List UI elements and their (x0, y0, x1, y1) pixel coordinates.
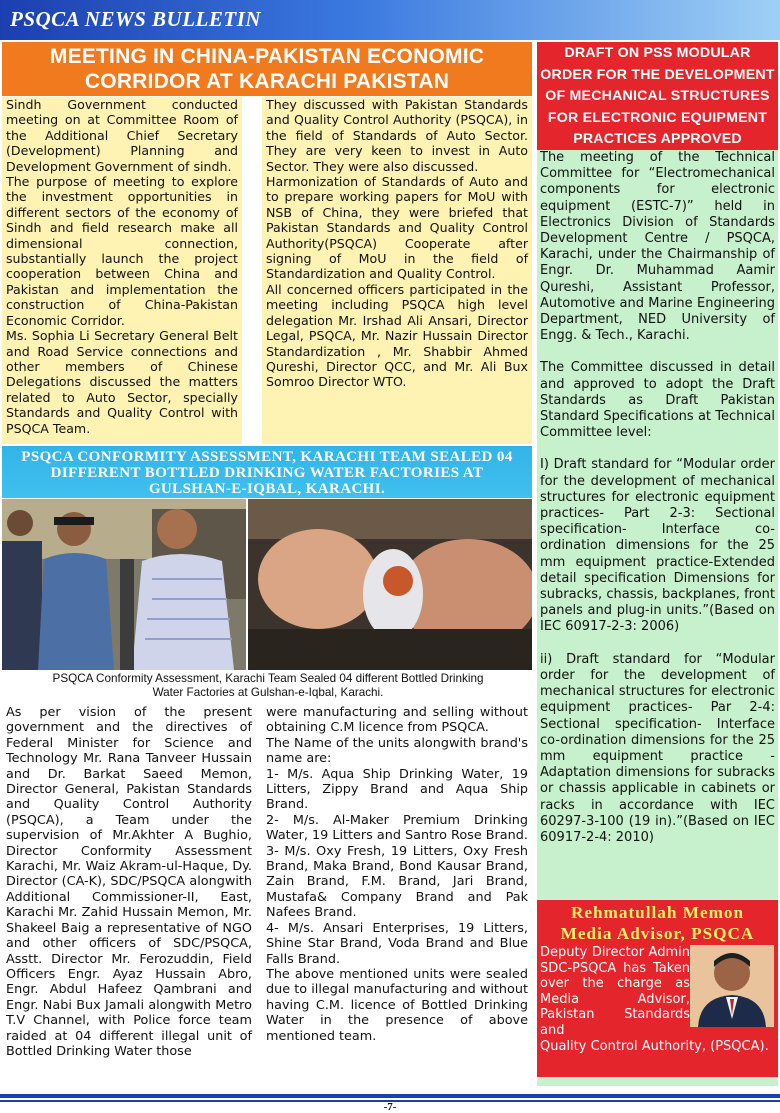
caption-line-1: PSQCA Conformity Assessment, Karachi Team Sealed 04 different Bottled Drinking (52, 672, 484, 685)
page-number: -7- (383, 1101, 397, 1113)
sealed-valve-illustration (248, 499, 532, 670)
second-headline: PSQCA CONFORMITY ASSESSMENT, KARACHI TEAM SEALED 04 DIFFERENT BOTTLED DRINKING WATER FACTORIES AT GULSHAN-E-IQBAL, KARACHI. (2, 446, 532, 498)
bulletin-title: PSQCA NEWS BULLETIN (10, 7, 262, 31)
list-item: ii) Draft standard for “Modular order for the development of mechanical structures for electronic equipment practices- Par 2-4: Sectional specification- Interface co-ordination dimensions for the 25 mm equipment practice - Adaptation dimensions for subracks or chassis applicable in cabinets or racks in accordance with IEC 60297-3-100 (19 in).”(Based on IEC 60917-2-4: 2010) (540, 651, 775, 845)
paragraph: As per vision of the present government and the directives of Federal Minister for Science and Technology Mr. Rana Tanveer Hussain and Dr. Barkat Saeed Memon, Director General, Pakistan Standards and Quality Control Authority (PSQCA), a Team under the supervision of Mr.Akhter A Bughio, Director Conformity Assessment Karachi, Mr. Waiz Akram-ul-Haque, Dy. Director (CA-K), SDC/PSQCA alongwith Additional Commissioner-II, East, Karachi Mr. Zahid Hussain Memon, Mr. Shakeel Baig a representative of NGO and other officers of SDC/PSQCA, Asstt. Director Mr. Ferozuddin, Field Officers Engr. Ayaz Hussain Abro, Engr. Abdul Hafeez Qambrani and Engr. Nabi Bux Jamali alongwith Metro T.V Channel, with Police force team raided at 04 different illegal unit of Bottled Drinking Water those (6, 705, 252, 1059)
list-item: 1- M/s. Aqua Ship Drinking Water, 19 Litters, Zippy Brand and Aqua Ship Brand. (266, 766, 528, 813)
paragraph: Ms. Sophia Li Secretary General Belt and Road Service connections and other members of Chinese Delegations discussed the matters related to Auto Sector, specially Standards and Quality Control with PSQCA Team. (6, 328, 238, 436)
media-advisor-title (537, 902, 778, 944)
main-story-column-1 (2, 97, 242, 444)
list-item: 3- M/s. Oxy Fresh, 19 Litters, Oxy Fresh Brand, Maka Brand, Bond Kausar Brand, Zain Brand, F.M. Brand, Jari Brand, Mustafa& Company Brand and Pak Nafees Brand. (266, 843, 528, 921)
media-text-narrow: Deputy Director Admin SDC-PSQCA has Taken over the charge as Media Advisor, Pakistan Standards and (540, 945, 690, 1038)
second-story-column-1 (2, 705, 256, 1089)
sealed-valve-photo (248, 499, 532, 670)
main-headline-line1: MEETING IN CHINA-PAKISTAN ECONOMIC (49, 45, 485, 68)
paragraph: The above mentioned units were sealed due to illegal manufacturing and without having C.M. licence of Bottled Drinking Water in the presence of above mentioned team. (266, 966, 528, 1044)
paragraph: Harmonization of Standards of Auto and to prepare working papers for MoU with NSB of China, they were briefed that Pakistan Standards and Quality Control Authority(PSQCA) Cooperate after signing of MoU in the field of Standardization and Quality Control. (266, 174, 528, 282)
photo-caption (0, 672, 536, 700)
main-story-column-2 (262, 97, 532, 444)
officials-illustration (2, 499, 246, 670)
list-item: 2- M/s. Al-Maker Premium Drinking Water, 19 Litters and Santro Rose Brand. (266, 812, 528, 844)
caption-line-2: Water Factories at Gulshan-e-Iqbal, Karachi. (152, 686, 384, 699)
paragraph: Sindh Government conducted meeting on at Committee Room of the Additional Chief Secretary (Development) Planning and Development Government of sindh. (6, 97, 238, 174)
footer-rule (0, 1094, 780, 1098)
advisor-portrait-illustration (690, 945, 774, 1027)
second-story-column-2 (262, 705, 532, 1089)
paragraph: The Name of the units alongwith brand's name are: (266, 735, 528, 767)
advisor-portrait (690, 945, 774, 1027)
paragraph: The meeting of the Technical Committee for “Electromechanical components for electronic equipment (ESTC-7)” held in Electronics Division of Standards Development Centre / PSQCA, Karachi, under the Chairmanship of Engr. Dr. Muhammad Aamir Qureshi, Assistant Professor, Automotive and Marine Engineering Department, NED University of Engg. & Tech., Karachi. (540, 150, 775, 344)
media-text-full: Quality Control Authority, (PSQCA). (540, 1038, 769, 1054)
officials-photo (2, 499, 246, 670)
paragraph: All concerned officers participated in the meeting including PSQCA high level delegation Mr. Irshad Ali Ansari, Director Legal, PSQCA, Mr. Nazir Hussain Director Standardization , Mr. Shabbir Ahmed Qureshi, Director QCC, and Mr. Ali Bux Somroo Director WTO. (266, 281, 528, 390)
media-title-line2: Media Advisor, PSQCA (560, 924, 755, 943)
main-headline-line2: CORRIDOR AT KARACHI PAKISTAN (84, 70, 450, 93)
media-title-line1: Rehmatullah Memon (570, 903, 745, 922)
list-item: 4- M/s. Ansari Enterprises, 19 Litters, Shine Star Brand, Voda Brand and Blue Falls Brand. (266, 920, 528, 967)
paragraph: The Committee discussed in detail and approved to adopt the Draft Standards as Draft Pakistan Standard Specifications at Technical Committee level: (540, 360, 775, 441)
main-headline (2, 42, 532, 96)
paragraph: The purpose of meeting to explore the investment opportunities in different sectors of the economy of Sindh and field research make all dimensional connection, substantially launch the project cooperation between China and Pakistan and implementation the construction of China-Pakistan Economic Corridor. (6, 174, 238, 328)
list-item: I) Draft standard for “Modular order for the development of mechanical structures for electronic equipment practices- Part 2-3: Sectional specification- Interface co-ordination dimensions for the 25 mm equipment practice-Extended detail specification Dimensions for subracks, chassis, backplanes, front panels and plug-in units.”(Based on IEC 60917-2-3: 2006) (540, 457, 775, 635)
paragraph: They discussed with Pakistan Standards and Quality Control Authority (PSQCA), in the field of Standards of Auto Sector. They are very keen to invest in Auto Sector. They were also discussed. (266, 97, 528, 174)
paragraph: were manufacturing and selling without obtaining C.M licence from PSQCA. (266, 705, 528, 736)
draft-title: DRAFT ON PSS MODULAR ORDER FOR THE DEVELOPMENT OF MECHANICAL STRUCTURES FOR ELECTRONIC EQUIPMENT PRACTICES APPROVED (537, 42, 778, 150)
sidebar-column (537, 150, 778, 845)
